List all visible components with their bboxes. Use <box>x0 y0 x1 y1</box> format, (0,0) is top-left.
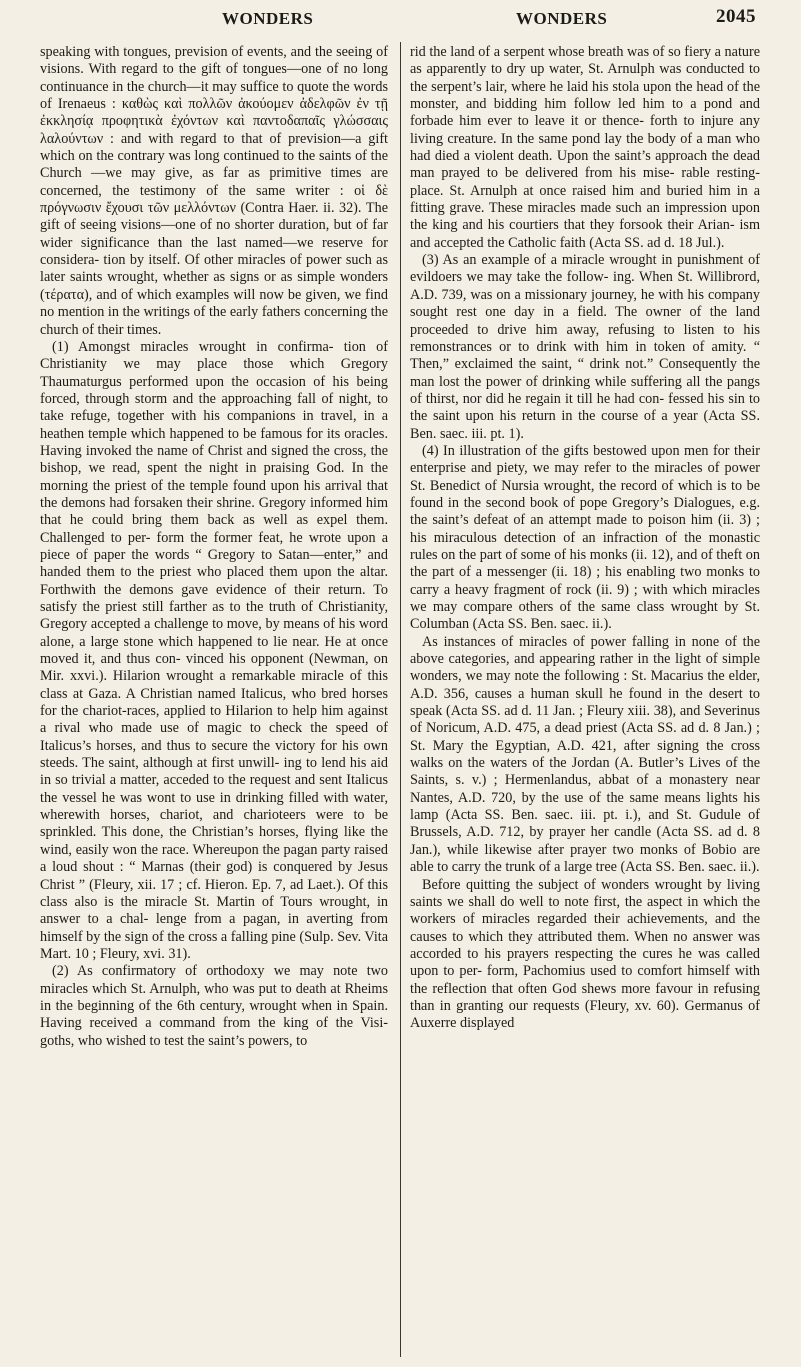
paragraph-intro: speaking with tongues, prevision of events, and the seeing of visions. With regard to the gift of tongues—one of no long continuance in the church—it may suffice to quote the words of Irenaeus : καθὼς καὶ πολλῶν ἀκούομεν ἀδελφῶν ἐν τῇ ἐκκλησίᾳ προφητικὰ ἐχόντων καὶ παντοδαπαῖς γλώσσαις λαλούντων : and with regard to that of prevision—a gift which on the contrary was long continued to the saints of the Church —we may give, as far as primitive times are concerned, the testimony of the same writer : οἱ δὲ πρόγνωσιν ἔχουσι τῶν μελλόντων (Contra Haer. ii. 32). The gift of seeing visions—one of no shorter duration, but of far wider significance than the last named—we reserve for considera- tion by itself. Of other miracles of power such as later saints wrought, whether as signs or as simple wonders (τέρατα), and of which examples will now be given, we find no mention in the writings of the early fathers concerning the church of their times. <box>40 44 388 338</box>
paragraph-simple-wonders: As instances of miracles of power falling in none of the above categories, and appearing rather in the light of simple wonders, we may note the following : St. Macarius the elder, A.D. 356, causes a human skull he found in the desert to speak (Acta SS. ad d. 11 Jan. ; Fleury xiii. 38), and Severinus of Noricum, A.D. 475, a dead priest (Acta SS. ad d. 8 Jan.) ; St. Mary the Egyptian, A.D. 421, after signing the cross walks on the waters of the Jordan (A. Butler’s Lives of the Saints, s. v.) ; Hermenlandus, abbat of a monastery near Nantes, A.D. 720, by the use of the same means lights his lamp (Acta SS. Ben. saec. iii. pt. i.), and St. Gudule of Brussels, A.D. 712, by prayer her candle (Acta SS. ad d. 8 Jan.), while likewise after prayer two monks of Bobio are able to carry the trunk of a large tree (Acta SS. Ben. saec. ii.). <box>410 633 760 876</box>
paragraph-before-quitting: Before quitting the subject of wonders wrought by living saints we shall do well to note first, the aspect in which the workers of miracles regarded their achievements, and the causes to which they attributed them. When no answer was accorded to his prayers respecting the cures he was called upon to per- form, Pachomius used to comfort himself with the reflection that often God shews more favour in refusing than in granting our requests (Fleury, xv. 60). Germanus of Auxerre displayed <box>410 876 760 1032</box>
paragraph-2: (2) As confirmatory of orthodoxy we may note two miracles which St. Arnulph, who was put to death at Rheims in the beginning of the 6th century, wrought when in Spain. Having received a command from the king of the Visi- goths, who wished to test the saint’s powers, to <box>40 963 388 1049</box>
paragraph-2-cont: rid the land of a serpent whose breath was of so fiery a nature as apparently to dry up water, St. Arnulph was conducted to the serpent’s lair, where he laid his stola upon the head of the monster, and bidding him follow led him to a pond and forbade him ever to leave it or thence- forth to injure any living creature. In the same pond lay the body of a man who had died a violent death. Upon the saint’s approach the dead man prayed to be delivered from his mise- rable resting-place. St. Arnulph at once raised him and buried him in a fitting grave. These miracles made such an impression upon the king and his courtiers that they forsook their Arian- ism and accepted the Catholic faith (Acta SS. ad d. 18 Jul.). <box>410 44 760 251</box>
paragraph-1: (1) Amongst miracles wrought in confirma- tion of Christianity we may place those which Gregory Thaumaturgus performed upon the occasion of his being forced, through storm and the approaching fall of night, to take refuge, together with his companions in travel, in a heathen temple which happened to be famous for its oracles. Having invoked the name of Christ and signed the cross, the bishop, we read, spent the night in praising God. In the morning the priest of the temple found upon his arrival that the demons had forsaken their shrine. Gregory informed him that he could bring them back as well as expel them. Challenged to per- form the former feat, he wrote upon a piece of paper the words “ Gregory to Satan—enter,” and handed them to the priest who placed them upon the altar. Forthwith the demons gave evidence of their return. To satisfy the priest still farther as to the truth of Christianity, Gregory accepted a challenge to move, by means of his word alone, a large stone which happened to lie near. He at once moved it, and thus con- vinced his opponent (Newman, on Mir. xxvi.). Hilarion wrought a remarkable miracle of this class at Gaza. A Christian named Italicus, who bred horses for the chariot-races, applied to Hilarion to help him against a rival who made use of magic to check the speed of Italicus’s horses, and thus to secure the victory for his own steeds. The saint, although at first unwill- ing to lend his aid in so trivial a matter, acceded to the request and sent Italicus the vessel he was wont to use in drinking filled with water, wherewith horses, chariot, and charioteers were to be sprinkled. This done, the Christian’s horses, flying like the wind, easily won the race. Whereupon the pagan party raised a loud shout : “ Marnas (their god) is conquered by Jesus Christ ” (Fleury, xii. 17 ; cf. Hieron. Ep. 7, ad Laet.). Of this class also is the miracle St. Martin of Tours wrought, in answer to a chal- lenge from a pagan, in averting from himself by the sign of the cross a falling pine (Sulp. Sev. Vita Mart. 10 ; Fleury, xvi. 31). <box>40 338 388 962</box>
left-column <box>40 44 388 1050</box>
page-number: 2045 <box>716 6 756 27</box>
running-head-center: WONDERS <box>516 9 608 28</box>
paragraph-4: (4) In illustration of the gifts bestowed upon men for their enterprise and piety, we may refer to the miracles of power St. Benedict of Nursia wrought, the record of which is to be found in the second book of pope Gregory’s Dialogues, e.g. the saint’s defeat of an attempt made to poison him (ii. 3) ; his miraculous detection of an infraction of the monastic rules on the part of some of his monks (ii. 12), and of theft on the part of a messenger (ii. 18) ; his enabling two monks to carry a heavy fragment of rock (ii. 9) ; with which miracles we may compare others of the same class wrought by St. Columban (Acta SS. Ben. saec. ii.). <box>410 442 760 633</box>
column-divider <box>400 42 401 1357</box>
running-head-left: WONDERS <box>222 9 314 28</box>
paragraph-3: (3) As an example of a miracle wrought in punishment of evildoers we may take the follow- ing. When St. Willibrord, A.D. 739, was on a missionary journey, he with his company sought rest one day in a field. The owner of the land proceeded to drive him away, refusing to listen to his remonstrances or to drink with him in token of amity. “ Then,” exclaimed the saint, “ drink not.” Consequently the man lost the power of drinking while suffering all the pangs of thirst, nor did he regain it till he had con- fessed his sin to the saint upon his return in the course of a year (Acta SS. Ben. saec. iii. pt. 1). <box>410 252 760 442</box>
right-column <box>410 44 760 1033</box>
